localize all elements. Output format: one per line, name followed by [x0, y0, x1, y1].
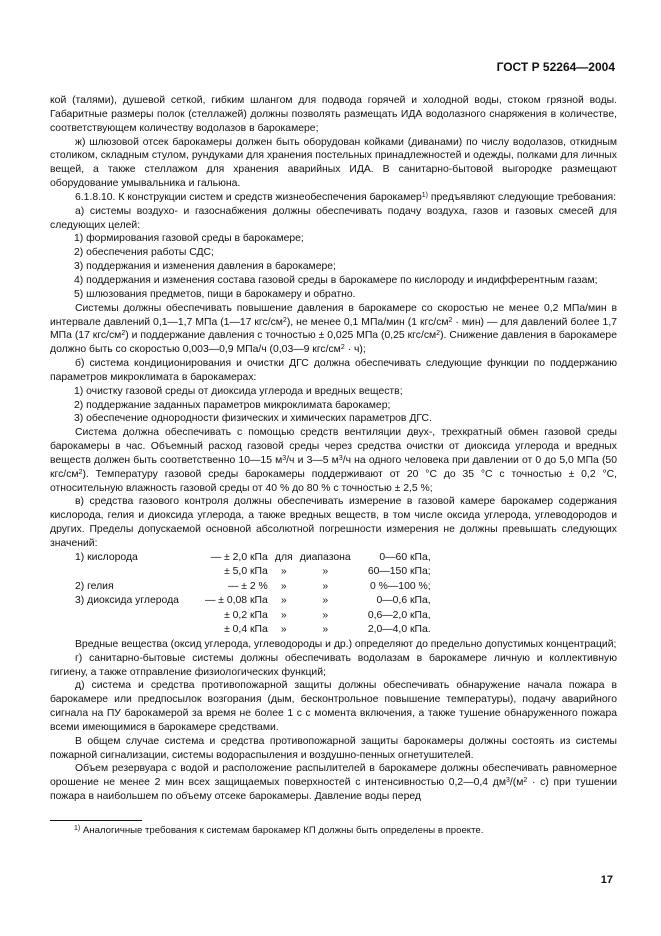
paragraph: Вредные вещества (оксид углерода, углеводороды и др.) определяют до предельно допустимых концентраций;: [75, 638, 617, 650]
footnote-marker: 1): [74, 825, 81, 832]
footnote-ref: 1): [421, 191, 429, 199]
list-item: 3) поддержания и изменения давления в барокамере;: [74, 261, 336, 273]
page-number: 17: [600, 874, 613, 886]
paragraph: д) система и средства противопожарной защиты должны обеспечивать обнаружение начала пожара в барокамере или предпосылок возгорания (дым, бесконтрольное повышение температуры), подачу аварийного сигнала на ПУ барокамерой за время не более 1 с с момента включения, а также тушение обнаруженного пожара всеми имеющимися в барокамере средствами.: [50, 680, 617, 733]
paragraph: Система должна обеспечивать с помощью средств вентиляции двух-, трехкратный обмен газовой среды барокамеры в час. Объемный расход газовой среды через средства очистки от диоксида углерода и вредных веществ должен быть соответственно 10—15 $м^3/ч$ и 3—5 $м^3/ч$ на одного человека при давлении от 0 до 5,0 МПа (50 кгс/$см^2$). Температуру газовой среды барокамеры поддерживают от 20 °С до 35 °С с точностью ± 0,2 °С, относительную влажность газовой среды от 40 % до 80 % с точностью ± 2,5 %;: [50, 427, 617, 494]
paragraph: а) системы воздухо- и газоснабжения должны обеспечивать подачу воздуха, газов и газовых смесей для следующих целей:: [50, 205, 617, 231]
table-row: ± 0,4 кПа » » 2,0—4,0 кПа.: [224, 624, 431, 636]
footnote-text: Аналогичные требования к системам барокамер КП должны быть определены в проекте.: [80, 825, 484, 836]
list-item: 5) шлюзования предметов, пищи в барокамеру и обратно.: [74, 288, 356, 300]
list-item: 2) поддержание заданных параметров микроклимата барокамер;: [74, 399, 391, 411]
paragraph: г) санитарно-бытовые системы должны обеспечивать водолазам в барокамере личную и коллективную гигиену, а также отправление физиологических функций;: [50, 652, 617, 678]
list-item: 1) формирования газовой среды в барокамере;: [74, 233, 304, 245]
body-text: [50, 94, 617, 804]
paragraph: В общем случае система и средства противопожарной защиты барокамеры должны состоять из системы пожарной сигнализации, системы водораспыления и воздушно-пенных огнетушителей.: [50, 735, 617, 761]
paragraph: б) система кондиционирования и очистки ДГС должна обеспечивать следующие функции по поддержанию параметров микроклимата в барокамерах:: [50, 358, 617, 383]
table-row: 3) диоксида углерода — ± 0,08 кПа » » 0—0,6 кПа,: [75, 595, 431, 607]
paragraph: кой (талями), душевой сеткой, гибким шлангом для подвода горячей и холодной воды, стоком грязной воды. Габаритные размеры полок (стеллажей) должны позволять размещать ИДА водолазного снаряжения в количестве, соответствующем количеству водолазов в барокамере;: [50, 95, 617, 134]
table-row: 2) гелия — ± 2 % » » 0 %—100 %;: [75, 580, 431, 592]
list-item: 1) очистку газовой среды от диоксида углерода и вредных веществ;: [74, 385, 403, 397]
document-header: ГОСТ Р 52264—2004: [496, 60, 615, 74]
footnote-divider: [50, 820, 142, 821]
paragraph: ж) шлюзовой отсек барокамеры должен быть оборудован койками (диванами) по числу водолазов, откидным столиком, складным стулом, рундуками для хранения постельных принадлежностей и одежды, полками для личных вещей, а также стеллажом для хранения аварийных ИДА. В санитарно-бытовой выгородке размещают оборудование умывальника и гальюна.: [50, 136, 617, 190]
table-row: ± 0,2 кПа » » 0,6—2,0 кПа,: [224, 609, 431, 621]
table-row: 1) кислорода — ± 2,0 кПа для диапазона 0—60 кПа,: [75, 551, 431, 563]
list-item: 4) поддержания и изменения состава газовой среды в барокамере по кислороду и индифферентным газам;: [74, 274, 598, 286]
paragraph: Объем резервуара с водой и расположение распылителей в барокамере должны обеспечивать равномерное орошение не менее 2 мин всех защищаемых поверхностей с интенсивностью 0,2—0,4 $дм^3/(м^2 \cdot с)$ при тушении пожара в наибольшем по объему отсеке барокамеры. Давление воды перед: [50, 763, 618, 803]
gas-tolerance-table: [75, 551, 431, 638]
footnote: [74, 825, 483, 837]
list-item: 3) обеспечение однородности физических и химических параметров ДГС.: [74, 413, 432, 425]
list-item: 2) обеспечения работы СДС;: [74, 247, 214, 259]
table-row: ± 5,0 кПа » » 60—150 кПа;: [224, 566, 431, 578]
paragraph: Системы должны обеспечивать повышение давления в барокамере со скоростью не менее 0,2 МПа/мин в интервале давлений 0,1—1,7 МПа (1—17 кгс/$см^2$), не менее 0,1 МПа/мин (1 кгс/$см^2 \cdot мин$) — для давлений более 1,7 МПа (17 кгс/$см^2$) и поддержание давления с точностью ± 0,025 МПа (0,25 кгс/$см^2$). Снижение давления в барокамере должно быть со скоростью 0,003—0,9 МПа/ч (0,03—9 кгс/$см^2 \cdot ч$);: [50, 302, 617, 356]
paragraph: в) средства газового контроля должны обеспечивать измерение в газовой камере барокамер содержания кислорода, гелия и диоксида углерода, а также вредных веществ, в том числе оксида углерода, углеводородов и других. Пределы допускаемой основной абсолютной погрешности измерения не должны превышать следующих значений:: [50, 496, 617, 549]
paragraph: 6.1.8.10. К конструкции систем и средств жизнеобеспечения барокамер$^{1)}$ предъявляют следующие требования:: [75, 191, 617, 203]
